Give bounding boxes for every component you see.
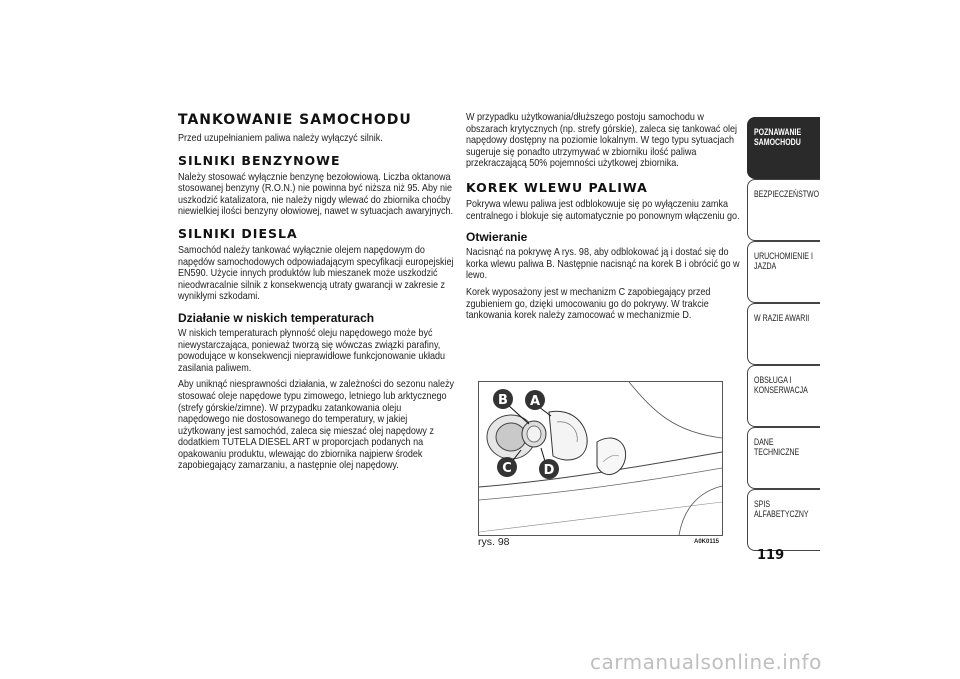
tab-obsluga-i-konserwacja[interactable] (747, 365, 820, 427)
watermark: carmanualsonline.info (590, 650, 822, 674)
diesel-heading: SILNIKI DIESLA (178, 225, 298, 241)
left-column (178, 112, 456, 477)
label-c-marker (497, 457, 517, 477)
open-heading: Otwieranie (466, 230, 528, 245)
open-paragraph-2: Korek wyposażony jest w mechanizm C zapobiegający przed zgubieniem go, dzięki umocowaniu go do pokrywy. W trakcie tankowania korek należy zamocować w mechanizmie D. (466, 285, 711, 322)
cap-heading: KOREK WLEWU PALIWA (466, 179, 648, 195)
tab-label: POZNAWANIE SAMOCHODU (754, 127, 802, 147)
label-a-marker (525, 390, 545, 410)
cold-heading: Działanie w niskich temperaturach (178, 310, 375, 325)
tab-label: DANE TECHNICZNE (754, 437, 800, 457)
tab-label: BEZPIECZEŃSTWO (754, 189, 820, 199)
diesel-paragraph: Samochód należy tankować wyłącznie olejem napędowym do napędów samochodowych odpowiadającym specyfikacji europejskiej EN590. Użycie innych produktów lub mieszanek może uszkodzić nieodwracalnie silnik z konsekwencją utraty gwarancji w zakresie z wynikłymi szkodami. (178, 243, 454, 303)
label-d-marker (539, 459, 559, 479)
page-number: 119 (757, 548, 785, 563)
tab-spis-alfabetyczny[interactable] (747, 489, 820, 551)
tab-label: SPIS ALFABETYCZNY (754, 499, 809, 519)
tab-w-razie-awarii[interactable] (747, 303, 820, 365)
tab-label: URUCHOMIENIE I JAZDA (754, 251, 813, 271)
tab-poznawanie-samochodu[interactable] (747, 117, 820, 179)
open-paragraph-1: Nacisnąć na pokrywę A rys. 98, aby odblokować ją i dostać się do korka wlewu paliwa B. Następnie nacisnąć na korek B i obrócić go w lewo. (466, 246, 740, 282)
figure-caption: rys. 98 (478, 536, 510, 548)
label-b: B (498, 393, 508, 408)
intro-paragraph: Przed uzupełnianiem paliwa należy wyłączyć silnik. (178, 132, 383, 144)
cold-paragraph-1: W niskich temperaturach płynność oleju napędowego może być niewystarczająca, ponieważ tworzą się wówczas związki parafiny, powodujące w konsekwencji nieprawidłowe funkcjonowanie układu zasilania paliwem. (178, 326, 446, 374)
label-b-marker (493, 389, 513, 409)
tab-uruchomienie-i-jazda[interactable] (747, 241, 820, 303)
figure-code: A0K0115 (694, 539, 720, 545)
tab-bezpieczenstwo[interactable] (747, 179, 820, 241)
tab-label: OBSŁUGA I KONSERWACJA (754, 375, 808, 395)
cap-paragraph: Pokrywa wlewu paliwa jest odblokowuje się po wyłączeniu zamka centralnego i blokuje się automatycznie po ponownym włączeniu go. (466, 197, 740, 222)
chapter-sidebar (747, 117, 820, 551)
petrol-heading: SILNIKI BENZYNOWE (178, 152, 341, 168)
label-d: D (543, 463, 555, 478)
fuel-cap-illustration (479, 382, 722, 535)
petrol-paragraph: Należy stosować wyłącznie benzynę bezołowiową. Liczba oktanowa stosowanej benzyny (R.O.N.) nie powinna być niższa niż 95. Aby nie uszkodzić katalizatora, nie należy nigdy wlewać do zbiornika choćby niewielkiej ilości benzyny ołowiowej, nawet w sytuacjach awaryjnych. (178, 170, 454, 218)
label-a: A (529, 394, 541, 409)
cold-paragraph-2: Aby uniknąć niesprawności działania, w zależności do sezonu należy stosować oleje napędowe typu zimowego, letniego lub arktycznego (strefy górskie/zimne). W przypadku zatankowania oleju napędowego nie dostosowanego do temperatury, w jakiej użytkowany jest samochód, zaleca się mieszać olej napędowy z dodatkiem TUTELA DIESEL ART w proporcjach podanych na opakowaniu produktu, wlewając do zbiornika najpierw środek zapobiegający zamarzaniu, a następnie olej napędowy. (178, 378, 455, 472)
page-title: TANKOWANIE SAMOCHODU (178, 112, 412, 128)
right-column (466, 112, 744, 327)
right-intro-paragraph: W przypadku użytkowania/dłuższego postoju samochodu w obszarach krytycznych (np. strefy górskie), zaleca się tankować olej napędowy dostępny na poziomie lokalnym. W tego typu sytuacjach sugeruje się ponadto utrzymywać w zbiorniku ilość paliwa przekraczającą 50% pojemności użytkowej zbiornika. (466, 111, 738, 170)
fuel-cap-figure (478, 381, 723, 536)
tab-label: W RAZIE AWARII (754, 313, 810, 323)
tab-dane-techniczne[interactable] (747, 427, 820, 489)
label-c: C (502, 461, 512, 476)
